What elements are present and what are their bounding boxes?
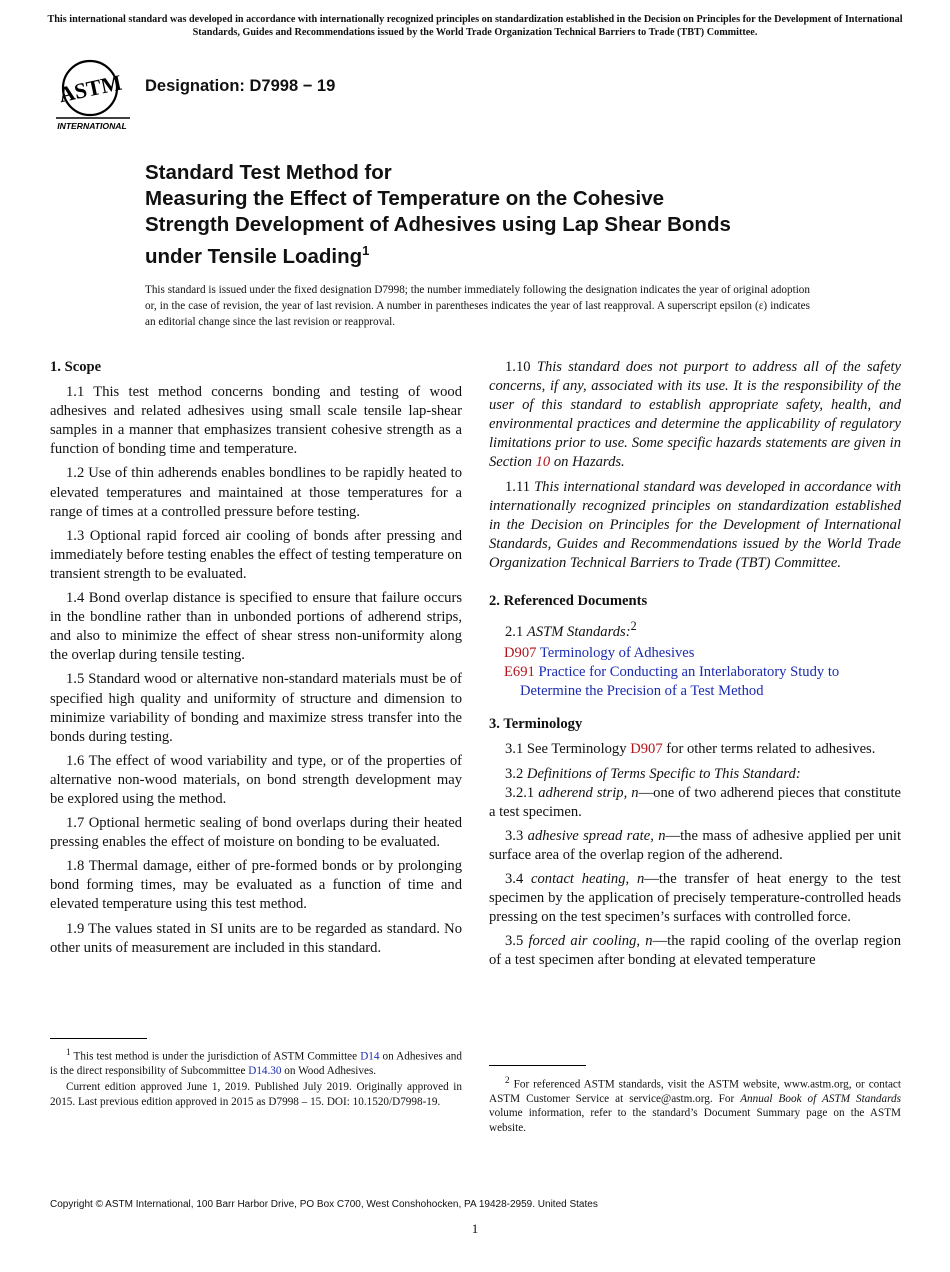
ref-d907[interactable]: D907 Terminology of Adhesives: [504, 645, 695, 662]
title-line-2: Measuring the Effect of Temperature on the Cohesive: [145, 187, 665, 210]
para-1-4: 1.4 Bond overlap distance is specified to ensure that failure occurs in the bondline rather than in unbonded portions of adherend strips, and also to minimize the effect of shear stress non-uniformity along the overlap during tensile testing.: [50, 590, 462, 664]
para-3-2: 3.2 Definitions of Terms Specific to This Standard:: [505, 765, 801, 782]
para-1-8: 1.8 Thermal damage, either of pre-formed bonds or by prolonging bond forming times, may be evaluated as a function of time and elevated temperature using this test method.: [50, 858, 462, 913]
logo-bottom-text: INTERNATIONAL: [57, 121, 127, 131]
footnote-1: [50, 1046, 462, 1111]
para-1-5: 1.5 Standard wood or alternative non-standard materials must be of specified high quality and uniformity of structure and dimension to minimize variability of bonding and maximize stress transfer into the bonds during testing.: [50, 671, 462, 745]
footnote-2: [489, 1074, 901, 1137]
page-number: 1: [471, 1221, 479, 1236]
para-1-11: 1.11 This international standard was developed in accordance with internationally recognized principles on standardization established in the Decision on Principles for the Development of International Standards, Guides and Recommendations issued by the World Trade Organization Technical Barriers to Trade (TBT) Committee.: [489, 478, 902, 571]
title-line-4: [145, 238, 905, 270]
para-3-2-1: 3.2.1 adherend strip, n—one of two adherend pieces that constitute a test specimen.: [489, 784, 901, 820]
footnote-1-edition: Current edition approved June 1, 2019. Published July 2019. Originally approved in 2015. Last previous edition approved in 2015 as D7998 – 15. DOI: 10.1520/D7998-19.: [50, 1081, 462, 1108]
para-1-6: 1.6 The effect of wood variability and type, or of the properties of alternative non-wood materials, on bond strength development may be explored using the method.: [50, 752, 462, 807]
para-1-9: 1.9 The values stated in SI units are to be regarded as standard. No other units of measurement are included in this standard.: [50, 920, 462, 956]
para-1-1: 1.1 This test method concerns bonding and testing of wood adhesives and related adhesives using small scale tensile lap-shear samples in a manner that emphasizes transient cohesive strength as a function of bonding time and temperature.: [50, 384, 462, 458]
para-3-4: 3.4 contact heating, n—the transfer of heat energy to the test specimen by the application of precisely temperature-controlled heads pressing on the test specimen’s surfaces with controlled force.: [489, 871, 901, 926]
footnote-rule-right: [489, 1065, 586, 1066]
footnote-2-text: $^2$ For referenced ASTM standards, visit the ASTM website, www.astm.org, or contact ASTM Customer Service at service@astm.org. For Annual Book of ASTM Standards volume information, refer to the standard’s Document Summary page on the ASTM website.: [489, 1076, 901, 1134]
issued-note: This standard is issued under the fixed designation D7998; the number immediately following the designation indicates the year of original adoption or, in the case of revision, the year of last revision. A number in parentheses indicates the year of last reapproval. A superscript epsilon (ε) indicates an editorial change since the last revision or reapproval.: [145, 284, 810, 328]
designation: Designation: D7998 − 19: [145, 77, 336, 95]
right-column: [489, 358, 901, 975]
para-2-1: 2.1 ASTM Standards:$^2$: [505, 619, 637, 640]
para-3-5: 3.5 forced air cooling, n—the rapid cooling of the overlap region of a test specimen after bonding at elevated temperature: [489, 933, 901, 969]
astm-logo: [52, 58, 134, 132]
para-3-3: 3.3 adhesive spread rate, n—the mass of adhesive applied per unit surface area of the overlap region of the adherend.: [489, 827, 901, 863]
para-1-3: 1.3 Optional rapid forced air cooling of bonds after pressing and immediately before testing enables the effect of testing temperature on transient strength to be evaluated.: [50, 527, 462, 582]
link-d907[interactable]: D907: [630, 741, 663, 758]
title-footnote-mark: 1: [362, 243, 370, 258]
ref-e691[interactable]: E691 Practice for Conducting an Interlaboratory Study to Determine the Precision of a Test Method: [504, 664, 840, 700]
copyright-footer: Copyright © ASTM International, 100 Barr Harbor Drive, PO Box C700, West Conshohocken, PA 19428-2959. United States: [50, 1199, 598, 1210]
link-section-10[interactable]: 10: [535, 454, 551, 471]
referenced-heading: 2. Referenced Documents: [489, 593, 648, 610]
para-1-2: 1.2 Use of thin adherends enables bondlines to be rapidly heated to elevated temperatures and maintained at those temperatures for a range of times at a controlled pressure before testing.: [50, 465, 462, 520]
document-title: [145, 160, 905, 270]
footnote-1-text: $^1$ This test method is under the jurisdiction of ASTM Committee D14 on Adhesives and is the direct responsibility of Subcommittee D14.30 on Wood Adhesives.: [50, 1048, 462, 1078]
left-column: [50, 358, 462, 963]
para-1-7: 1.7 Optional hermetic sealing of bond overlaps during their heated pressing enables the effect of moisture on bonding to be evaluated.: [50, 815, 462, 851]
terminology-heading: 3. Terminology: [489, 716, 583, 733]
title-line-3: Strength Development of Adhesives using Lap Shear Bonds: [145, 213, 731, 236]
footnote-1-mark: 1: [66, 1048, 71, 1058]
title-line-4-text: under Tensile Loading: [145, 244, 363, 268]
link-d14-30[interactable]: D14.30: [248, 1065, 282, 1078]
para-3-1: 3.1 See Terminology D907 for other terms related to adhesives.: [505, 741, 876, 758]
footnote-rule-left: [50, 1038, 147, 1039]
logo-top-text: ASTM: [56, 69, 124, 108]
link-d14[interactable]: D14: [360, 1050, 380, 1063]
scope-heading: 1. Scope: [50, 359, 102, 375]
title-line-1: Standard Test Method for: [145, 161, 392, 184]
tbt-notice: This international standard was developed in accordance with internationally recognized principles on standardization established in the Decision on Principles for the Development of International Standards, Guides and Recommendations issued by the World Trade Organization Technical Barriers to Trade (TBT) Committee.: [47, 14, 903, 38]
para-1-10: 1.10 This standard does not purport to address all of the safety concerns, if any, associated with its use. It is the responsibility of the user of this standard to establish appropriate safety, health, and environmental practices and determine the applicability of regulatory limitations prior to use. Some specific hazards statements are given in Section 10 on Hazards.: [489, 359, 901, 471]
